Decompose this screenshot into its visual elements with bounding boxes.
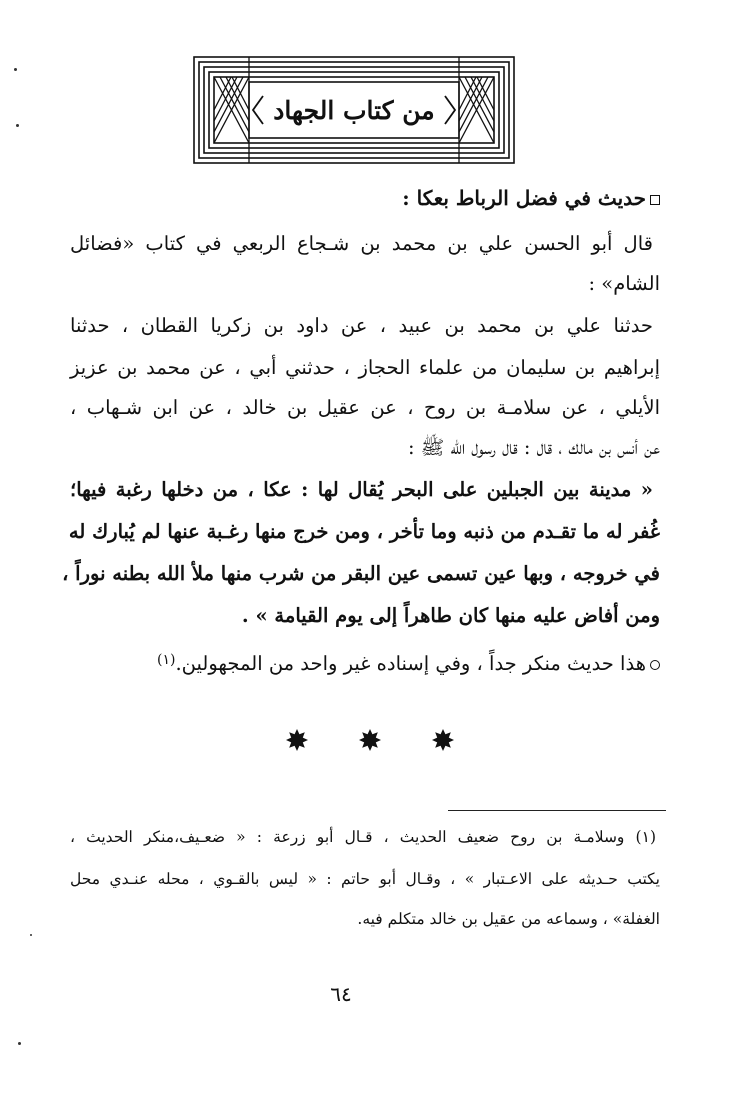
hadith-line-3: في خروجه ، وبها عين تسمى عين البقر من شرب منها ملأ الله بطنه نوراً ، <box>62 562 660 585</box>
intro-line-1: قال أبو الحسن علي بن محمد بن شـجاع الربعي في كتاب «فضائل <box>70 232 653 255</box>
footnote-line-2: يكتب حـديثه على الاعـتبار » ، وقـال أبو حاتم : « ليس بالقـوي ، محله عنـدي محل <box>70 870 660 888</box>
star-icon <box>358 728 382 752</box>
intro-line-2: الشام» : <box>588 272 660 295</box>
chapter-title-frame <box>193 56 515 164</box>
separator-stars <box>285 722 455 758</box>
footnote-line-3: الغفلة» ، وسماعه من عقيل بن خالد متكلم فيه. <box>357 910 660 928</box>
hadith-line-2: غُفر له ما تقـدم من ذنبه وما تأخر ، ومن خرج منها رغـبة عنها لم يُبارك له <box>68 520 660 543</box>
scan-speck <box>16 124 19 127</box>
section-heading-text: حديث في فضل الرباط بعكا : <box>402 186 646 210</box>
isnad-line-3: الأيلي ، عن سلامـة بن روح ، عن عقيل بن خالد ، عن ابن شـهاب ، <box>70 396 660 419</box>
chapter-title: من كتاب الجهاد <box>273 95 435 125</box>
footnote-reference: (١) <box>157 652 176 668</box>
page-number: ٦٤ <box>330 982 352 1006</box>
footnote-line-1: (١) وسلامـة بن روح ضعيف الحديث ، قـال أبو زرعة : « ضعـيف،منكر الحديث ، <box>70 828 656 846</box>
star-icon <box>431 728 455 752</box>
star-icon <box>285 728 309 752</box>
scan-speck <box>14 68 17 71</box>
grading-line <box>70 640 660 684</box>
footnote-divider <box>448 810 666 811</box>
isnad-line-2: إبراهيم بن سليمان من علماء الحجاز ، حدثني أبي ، عن محمد بن عزيز <box>70 356 660 379</box>
hadith-line-1: « مدينة بين الجبلين على البحر يُقال لها : عكا ، من دخلها رغبة فيها؛ <box>70 478 653 501</box>
hadith-line-4: ومن أفاض عليه منها كان طاهراً إلى يوم القيامة » . <box>241 604 660 627</box>
isnad-line-4: عن أنس بن مالك ، قال : قال رسول الله ﷺ : <box>408 436 660 459</box>
grading-text: هذا حديث منكر جداً ، وفي إسناده غير واحد من المجهولين. <box>175 652 646 675</box>
isnad-line-1: حدثنا علي بن محمد بن عبيد ، عن داود بن زكريا القطان ، حدثنا <box>70 314 653 337</box>
square-bullet-icon <box>650 195 660 205</box>
scan-speck <box>18 1042 21 1045</box>
scan-speck <box>30 934 32 936</box>
section-heading <box>70 178 660 218</box>
circle-bullet-icon <box>650 660 660 670</box>
